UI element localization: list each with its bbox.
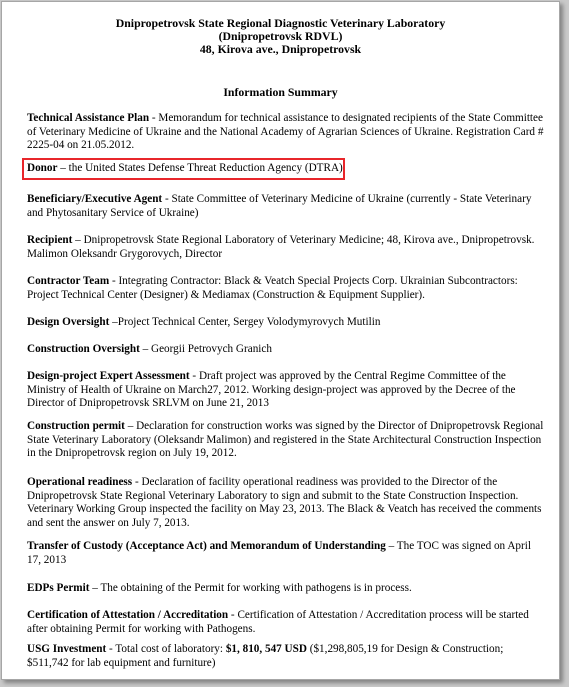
section-contractor-team: [27, 275, 547, 302]
section-beneficiary: [27, 193, 547, 220]
usg-label: USG Investment: [27, 643, 107, 655]
document-page: [1, 1, 560, 680]
usg-amount: $1, 810, 547 USD: [225, 643, 307, 655]
section-text: –Project Technical Center, Sergey Volodymyrovych Mutilin: [109, 316, 381, 328]
section-text: - State Committee of Veterinary Medicine of Ukraine (currently - State Veterinary and Phytosanitary Service of Ukraine): [27, 193, 532, 219]
section-text: – Georgii Petrovych Granich: [139, 343, 272, 355]
lab-name: Dnipropetrovsk State Regional Diagnostic Veterinary Laboratory: [115, 16, 446, 30]
summary-title: Information Summary: [223, 85, 338, 99]
section-label: Donor: [27, 162, 58, 174]
section-construction-oversight: [27, 343, 547, 357]
section-label: Design Oversight: [27, 316, 110, 328]
section-label: Design-project Expert Assessment: [27, 370, 190, 382]
usg-text-after: ($1,298,805,19 for Design & Construction; $511,742 for lab equipment and furniture): [27, 643, 504, 669]
section-label: Certification of Attestation / Accreditation: [27, 609, 229, 621]
lab-abbreviation: (Dnipropetrovsk RDVL): [218, 29, 343, 43]
section-label: Construction Oversight: [27, 343, 140, 355]
section-technical-assistance-plan: [27, 112, 547, 153]
section-certification: [27, 609, 547, 636]
section-label: EDPs Permit: [27, 582, 90, 594]
section-design-oversight: [27, 316, 547, 330]
section-label: Recipient: [27, 234, 73, 246]
section-label: Beneficiary/Executive Agent: [27, 193, 163, 205]
section-text: - Draft project was approved by the Central Regime Committee of the Ministry of Health of Ukraine on March27, 2012. Working design-project was approved by the Decree of the Director of Dnipropetrovsk SRLVM on June 21, 2013: [27, 370, 516, 410]
section-text: - Certification of Attestation / Accreditation process will be started after obtaining Permit for working with Pathogens.: [27, 609, 529, 635]
section-text: - Integrating Contractor: Black & Veatch Special Projects Corp. Ukrainian Subcontractors: Project Technical Center (Designer) & Mediamax (Construction & Equipment Supplier).: [27, 275, 518, 301]
section-text: – Dnipropetrovsk State Regional Laboratory of Veterinary Medicine; 48, Kirova ave., Dnipropetrovsk. Malimon Oleksandr Grygorovych, Director: [27, 234, 535, 260]
section-usg-investment: [27, 643, 547, 670]
section-expert-assessment: [27, 370, 547, 411]
usg-text-before: - Total cost of laboratory:: [106, 643, 226, 655]
section-operational-readiness: [27, 476, 547, 530]
section-text: – The obtaining of the Permit for working with pathogens is in process.: [89, 582, 412, 594]
lab-address: 48, Kirova ave., Dnipropetrovsk: [199, 42, 362, 56]
section-recipient: [27, 234, 547, 261]
section-label: Transfer of Custody (Acceptance Act) and Memorandum of Understanding: [27, 540, 386, 552]
section-label: Operational readiness: [27, 476, 133, 488]
section-donor: [27, 162, 547, 176]
section-text: - Declaration of facility operational readiness was provided to the Director of the Dnipropetrovsk State Regional Veterinary Laboratory to sign and submit to the State Construction Inspection. Veterinary Working Group inspected the facility on May 23, 2013. The Black & Veatch has received the comments and sent the answer on July 7, 2013.: [27, 476, 542, 529]
section-label: Contractor Team: [27, 275, 110, 287]
section-label: Technical Assistance Plan: [27, 112, 150, 124]
section-transfer-of-custody: [27, 540, 547, 567]
section-text: – The TOC was signed on April 17, 2013: [27, 540, 531, 566]
section-text: – Declaration for construction works was signed by the Director of Dnipropetrovsk Regional State Veterinary Laboratory (Oleksandr Malimon) and registered in the State Architectural Construction Inspection in the Dnipropetrovsk region on July 19, 2012.: [27, 420, 544, 460]
section-text: - Memorandum for technical assistance to designated recipients of the State Committee of Veterinary Medicine of Ukraine and the National Academy of Agrarian Sciences of Ukraine. Registration Card # 2225-04 on 21.05.2012.: [27, 112, 544, 152]
section-label: Construction permit: [27, 420, 125, 432]
section-edps-permit: [27, 582, 547, 596]
section-construction-permit: [27, 420, 547, 461]
section-text: – the United States Defense Threat Reduction Agency (DTRA): [57, 162, 343, 174]
